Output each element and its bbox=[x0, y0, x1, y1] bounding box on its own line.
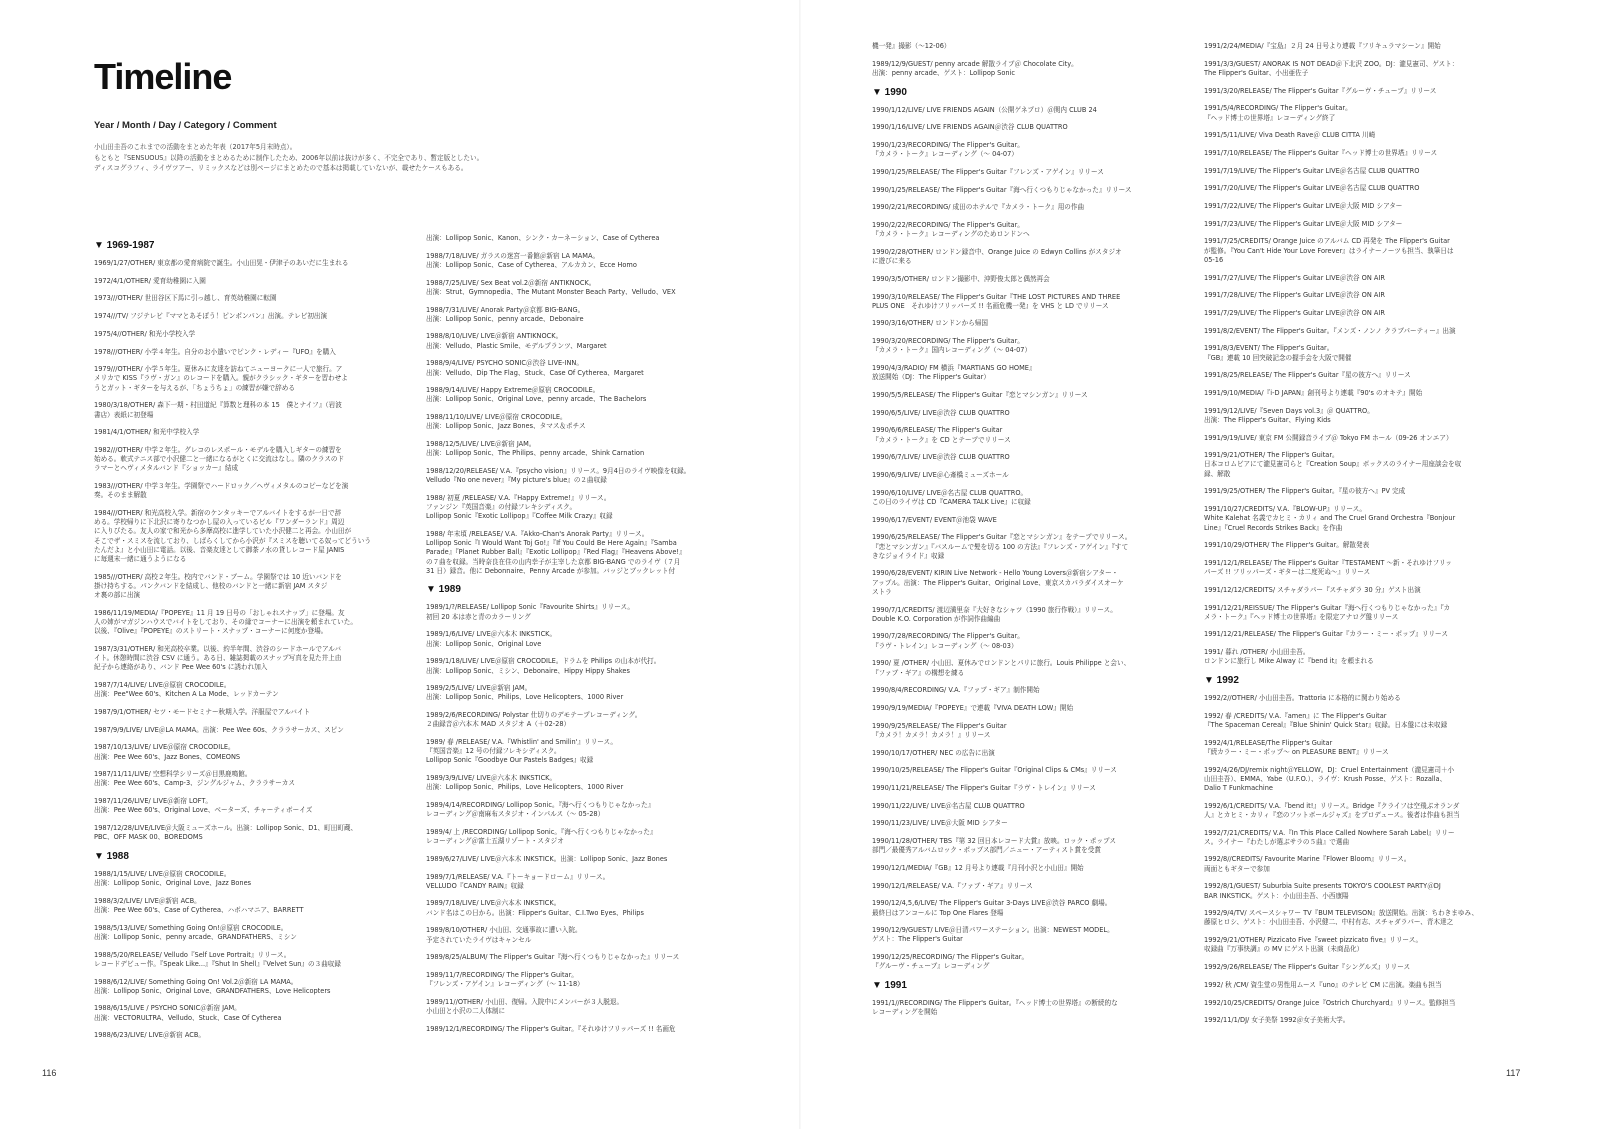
timeline-entry: 1992/ 秋 /CM/ 資生堂の男性用ムース『uno』のテレビ CM に出演。楽曲も担当 bbox=[1204, 980, 1442, 989]
timeline-entry: 1989/1/18/LIVE/ LIVE＠原宿 CROCODILE。ドラムを Philips の山本が代打。 出演：Lollipop Sonic、ミシン、Debonaire、Hippy Hippy Shakes bbox=[426, 657, 661, 675]
timeline-entry: 1990/12/1/MEDIA/『GB』12 月号より連載『月刊小沢と小山田』開始 bbox=[872, 863, 1084, 872]
timeline-entry: 1990/12/25/RECORDING/ The Flipper's Guitar。 『グルーヴ・チューブ』レコーディング bbox=[872, 953, 1029, 971]
timeline-entry: 1989/3/9/LIVE/ LIVE＠六本木 INKSTICK。 出演：Lollipop Sonic、Philips、Love Helicopters、1000 River bbox=[426, 774, 624, 792]
timeline-entry: 1991/9/19/LIVE/ 東京 FM 公開録音ライブ＠ Tokyo FM ホール（09-26 オンエア） bbox=[1204, 433, 1453, 442]
timeline-column-3 bbox=[872, 42, 1168, 1052]
timeline-entry: 1983///OTHER/ 中学３年生。学園祭でハードロック／ヘヴィメタルのコピーなどを演 奏。そのまま解散 bbox=[94, 482, 349, 500]
timeline-entry: 1987/11/11/LIVE/ 空想科学シリーズ＠目黒鹿鳴館。 出演：Pee Wee 60's、Camp-3、ジングルジャム、クララサーカス bbox=[94, 770, 295, 788]
timeline-entry: 1990/11/28/OTHER/ TBS『第 32 回日本レコード大賞』放映。ロック・ポップス 部門／最優秀アルバムロック・ポップス部門／ニュー・アーティスト賞を受賞 bbox=[872, 837, 1116, 855]
page-title: Timeline bbox=[94, 56, 232, 97]
timeline-entry: 1991/8/3/EVENT/ The Flipper's Guitar。 『GB』連載 10 回突破記念の握手会を大阪で開催 bbox=[1204, 344, 1352, 362]
timeline-entry: 1989/7/18/LIVE/ LIVE＠六本木 INKSTICK。 バンド名はこの日から。出演：Flipper's Guitar、C.I.Two Eyes、Philips bbox=[426, 899, 644, 917]
timeline-entry: 1987/9/9/LIVE/ LIVE＠LA MAMA。出演：Pee Wee 60s、クララサーカス、スピン bbox=[94, 725, 344, 734]
timeline-entry: 1990/7/28/RECORDING/ The Flipper's Guitar。 『ラヴ・トレイン』レコーディング（〜 08-03） bbox=[872, 632, 1024, 650]
timeline-entry: 1988/11/10/LIVE/ LIVE＠原宿 CROCODILE。 出演：Lollipop Sonic、Jazz Bones、タマス＆ポチス bbox=[426, 413, 586, 431]
timeline-entry: 1992/6/1/CREDITS/ V.A.『bend it!』リリース。Bridge『クライフは空飛ぶオランダ 人』とカヒミ・カリィ『恋のフットボールジャズ』をプロデュース。後者は作曲も担当 bbox=[1204, 801, 1460, 819]
timeline-entry: 1990/10/25/RELEASE/ The Flipper's Guitar『Original Clips & CMs』リリース bbox=[872, 766, 1117, 775]
timeline-entry: 1991/7/25/CREDITS/ Orange Juice のアルバム CD 再発を The Flipper's Guitar が監修。『You Can't Hide Your Love Forever』はライナーノーツも担当、執筆日は 05-16 bbox=[1204, 237, 1454, 264]
page-number-left: 116 bbox=[42, 1068, 57, 1078]
timeline-entry: 1975/4//OTHER/ 和光小学校入学 bbox=[94, 329, 196, 338]
year-heading: ▼ 1990 bbox=[872, 86, 907, 98]
timeline-column-1 bbox=[94, 234, 390, 1054]
year-heading: ▼ 1969-1987 bbox=[94, 240, 155, 251]
timeline-entry: 1980/3/18/OTHER/ 森下一期・村田道紀『算数と理科の本 15 僕とナイフ』（岩波 書店）表紙に初登場 bbox=[94, 401, 342, 419]
timeline-entry: 1989/8/10/OTHER/ 小山田、交通事故に遭い入院。 予定されていたライヴはキャンセル bbox=[426, 926, 582, 944]
year-heading: ▼ 1992 bbox=[1204, 675, 1239, 687]
timeline-entry: 1990/6/7/LIVE/ LIVE＠渋谷 CLUB QUATTRO bbox=[872, 453, 1010, 462]
timeline-entry: 1990/6/9/LIVE/ LIVE＠心斎橋ミューズホール bbox=[872, 470, 1009, 479]
timeline-entry: 1991/7/29/LIVE/ The Flipper's Guitar LIVE＠渋谷 ON AIR bbox=[1204, 308, 1385, 317]
timeline-entry: 1988/7/31/LIVE/ Anorak Party＠京都 BIG-BANG。 出演：Lollipop Sonic、penny arcade、Debonaire bbox=[426, 305, 585, 323]
timeline-entry: 1988/9/4/LIVE/ PSYCHO SONIC＠渋谷 LIVE-INN。 出演：Velludo、Dip The Flag、Stuck、Case Of Cytherea、Margaret bbox=[426, 359, 644, 377]
timeline-entry: 1988/12/5/LIVE/ LIVE＠新宿 JAM。 出演：Lollipop Sonic、The Philips、penny arcade、Shink Carnation bbox=[426, 440, 645, 458]
timeline-entry: 1992/4/26/DJ/remix night＠YELLOW。DJ：Cruel Entertainment（瀧見憲司＋小 山田圭吾）、EMMA、Yabe（U.F.O.）、ライヴ：Krush Posse、ゲスト：Rozalla、 Dalio T Funkmachine bbox=[1204, 765, 1455, 792]
timeline-entry: 1987/9/1/OTHER/ セツ・モードセミナー秋期入学。洋服屋でアルバイト bbox=[94, 707, 311, 716]
timeline-entry: 1990/12/4,5,6/LIVE/ The Flipper's Guitar 3-Days LIVE＠渋谷 PARCO 劇場。 最終日はアンコールに Top One Flares 登場 bbox=[872, 899, 1112, 917]
timeline-entry: 1992/4/1/RELEASE/The Flipper's Guitar 『続カラー・ミー・ポップ〜 on PLEASURE BENT』リリース bbox=[1204, 738, 1389, 756]
timeline-entry: 1991/2/24/MEDIA/『宝島』２月 24 日号より連載『フリキュラマシーン』開始 bbox=[1204, 42, 1441, 50]
timeline-entry: 1987/7/14/LIVE/ LIVE＠原宿 CROCODILE。 出演：Pee"Wee 60's、Kitchen A La Mode、レッドカーテン bbox=[94, 681, 279, 699]
timeline-entry: 1991/12/1/RELEASE/ The Flipper's Guitar『TESTAMENT 〜新・それゆけフリッ パーズ !! フリッパーズ・ギターは二度死ぬ〜』リリース bbox=[1204, 558, 1452, 577]
timeline-entry: 1991/8/25/RELEASE/ The Flipper's Guitar『星の彼方へ』リリース bbox=[1204, 371, 1411, 380]
timeline-entry: 1988/1/15/LIVE/ LIVE＠原宿 CROCODILE。 出演：Lollipop Sonic、Original Love、Jazz Bones bbox=[94, 869, 252, 888]
timeline-entry: 1991/5/4/RECORDING/ The Flipper's Guitar。 『ヘッド博士の世界塔』レコーディング終了 bbox=[1204, 104, 1352, 122]
timeline-entry: 出演：Lollipop Sonic、Kanon、シンク・カーネーション、Case of Cytherea bbox=[426, 234, 660, 242]
timeline-entry: 1989/1/?/RELEASE/ Lollipop Sonic『Favourite Shirts』リリース。 初回 20 本は赤と青のカラーリング bbox=[426, 603, 634, 621]
timeline-entry: 1991/9/12/LIVE/『Seven Days vol.3』＠ QUATTRO。 出演：The Flipper's Guitar、Flying Kids bbox=[1204, 406, 1374, 424]
timeline-entry: 1992/8/1/GUEST/ Suburbia Suite presents TOKYO'S COOLEST PARTY＠DJ BAR INKSTICK。ゲスト：小山田圭吾、小西康陽 bbox=[1204, 882, 1441, 900]
timeline-entry: 1990/2/21/RECORDING/ 成田のホテルで『カメラ・トーク』用の作曲 bbox=[872, 203, 1085, 212]
timeline-entry: 1991/7/23/LIVE/ The Flipper's Guitar LIVE＠大阪 MID シアター bbox=[1204, 219, 1403, 228]
timeline-entry: 1982///OTHER/ 中学２年生。グレコのレスポール・モデルを購入しギターの練習を 始める。軟式テニス部で小沢健二と一緒になるがとくに交流はなし。隣のクラスのド ラマーとヘヴィメタルバンド『ショッカー』結成 bbox=[94, 445, 345, 473]
timeline-entry: 1992/9/26/RELEASE/ The Flipper's Guitar『シングルズ』リリース bbox=[1204, 963, 1411, 972]
timeline-entry: 1989/12/1/RECORDING/ The Flipper's Guitar。『それゆけフリッパーズ !! 名画危 bbox=[426, 1024, 676, 1033]
timeline-entry: 1990/ 夏 /OTHER/ 小山田、夏休みでロンドンとパリに旅行。Louis Philippe と会い、 『ファブ・ギア』の構想を練る bbox=[872, 659, 1131, 677]
timeline-entry: 1988/7/25/LIVE/ Sex Beat vol.2＠新宿 ANTIKNOCK。 出演：Strut、Gymnopedia、The Mutant Monster Beach Party、Velludo、VEX bbox=[426, 278, 676, 296]
timeline-entry: 1991/7/28/LIVE/ The Flipper's Guitar LIVE＠渋谷 ON AIR bbox=[1204, 291, 1385, 300]
timeline-entry: 1991/7/19/LIVE/ The Flipper's Guitar LIVE＠名古屋 CLUB QUATTRO bbox=[1204, 166, 1420, 175]
intro-text: 小山田圭吾のこれまでの活動をまとめた年表（2017年5月末時点）。 もともと『SENSUOUS』以降の活動をまとめるために制作したため、2006年以前は抜けが多く、不完全であり、暫定版としたい。 ディスコグラフィ、ライヴツアー、リミックスなどは別ページにまとめたので基本は掲載していないが、載せたケースもある。 bbox=[94, 143, 484, 172]
timeline-entry: 1991/10/27/CREDITS/ V.A.『BLOW-UP』リリース。 White Kalehat 名義でカヒミ・カリィ and The Cruel Grand Orchestra『Bonjour Line』『Cruel Records Strikes Back』を作曲 bbox=[1204, 505, 1456, 532]
timeline-entry: 1978///OTHER/ 小学４年生。自分のお小遣いでピンク・レディー『UFO』を購入 bbox=[94, 347, 336, 356]
timeline-entry: 1990/2/22/RECORDING/ The Flipper's Guitar。 『カメラ・トーク』レコーディングのためロンドンへ bbox=[872, 221, 1030, 239]
timeline-entry: 1992/8//CREDITS/ Favourite Marine『Flower Bloom』リリース。 両面ともギターで参加 bbox=[1204, 855, 1411, 873]
timeline-entry: 1992/10/25/CREDITS/ Orange Juice『Ostrich Churchyard』リリース。監修担当 bbox=[1204, 998, 1456, 1007]
timeline-entry: 1990/9/25/RELEASE/ The Flipper's Guitar 『カメラ！カメラ！カメラ！』リリース bbox=[872, 721, 1007, 739]
timeline-entry: 1991/9/21/OTHER/ The Flipper's Guitar。 日本コロムビアにて瀧見憲司らと『Creation Soup』ボックスのライナー用座談会を収 録、解散 bbox=[1204, 451, 1462, 478]
timeline-entry: 1988/8/10/LIVE/ LIVE＠新宿 ANTIKNOCK。 出演：Velludo、Plastic Smile、モデルプランツ、Margaret bbox=[426, 332, 607, 350]
timeline-entry: 1988/5/13/LIVE/ Something Going On!＠原宿 CROCODILE。 出演：Lollipop Sonic、penny arcade、GRANDFATHERS、ミシン bbox=[94, 923, 297, 941]
timeline-entry: 1990/2/28/OTHER/ ロンドン録音中、Orange Juice の Edwyn Collins がスタジオ に遊びに来る bbox=[872, 247, 1122, 266]
timeline-entry: 1991/12/12/CREDITS/ スチャダラパー『スチャダラ 30 分』ゲスト出演 bbox=[1204, 585, 1421, 594]
page-number-right: 117 bbox=[1506, 1068, 1521, 1078]
timeline-entry: 1990/9/19/MEDIA/『POPEYE』で連載『VIVA DEATH LOW』開始 bbox=[872, 703, 1074, 712]
timeline-entry: 1990/6/17/EVENT/ EVENT＠池袋 WAVE bbox=[872, 515, 997, 524]
timeline-entry: 1991/7/10/RELEASE/ The Flipper's Guitar『ヘッド博士の世界塔』リリース bbox=[1204, 148, 1438, 157]
timeline-entry: 1989/7/1/RELEASE/ V.A.『トーキョードローム』リリース。 VELLUDO『CANDY RAIN』収録 bbox=[426, 872, 610, 890]
timeline-entry: 1992/9/21/OTHER/ Pizzicato Five『sweet pizzicato five』リリース。 収録曲『万事快調』の MV にゲスト出演（未商品化） bbox=[1204, 936, 1423, 954]
timeline-entry: 1990/1/23/RECORDING/ The Flipper's Guitar。 『カメラ・トーク』レコーディング（〜 04-07） bbox=[872, 141, 1024, 159]
timeline-entry: 1989/8/25/ALBUM/ The Flipper's Guitar『海へ行くつもりじゃなかった』リリース bbox=[426, 953, 680, 962]
timeline-entry: 1973///OTHER/ 世田谷区下馬に引っ越し、育英幼稚園に転園 bbox=[94, 294, 277, 303]
timeline-entry: 1990/8/4/RECORDING/ V.A.『ファブ・ギア』制作開始 bbox=[872, 686, 1040, 695]
timeline-entry: 1988/7/18/LIVE/ ガラスの迷宮一番館＠新宿 LA MAMA。 出演：Lollipop Sonic、Case of Cytherea、アルカカン、Ecce Homo bbox=[426, 251, 637, 269]
timeline-entry: 1990/12/1/RELEASE/ V.A.『ファブ・ギア』リリース bbox=[872, 881, 1033, 890]
timeline-entry: 1989/4/14/RECORDING/ Lollipop Sonic。『海へ行くつもりじゃなかった』 レコーディング＠南麻布スタジオ・インパルス（〜 05-28） bbox=[426, 801, 655, 819]
timeline-entry: 1990/6/28/EVENT/ KIRIN Live Network - Hello Young Lovers＠新宿シアター・ アップル。出演：The Flipper's Guitar、Original Love、東京スカパラダイスオーケ ストラ bbox=[872, 569, 1124, 596]
timeline-entry: 1988/6/15/LIVE / PSYCHO SONIC＠新宿 JAM。 出演：VECTORULTRA、Velludo、Stuck、Case Of Cytherea bbox=[94, 1004, 282, 1022]
timeline-entry: 1990/3/5/OTHER/ ロンドン撮影中、沖野俊太郎と偶然再会 bbox=[872, 274, 1050, 283]
timeline-entry: 1989/11/7/RECORDING/ The Flipper's Guitar。 『フレンズ・アゲイン』レコーディング（〜 11-18） bbox=[426, 970, 584, 989]
year-heading: ▼ 1988 bbox=[94, 850, 129, 862]
timeline-entry: 1990/1/16/LIVE/ LIVE FRIENDS AGAIN＠渋谷 CLUB QUATTRO bbox=[872, 123, 1068, 132]
timeline-entry: 1990/11/23/LIVE/ LIVE＠大阪 MID シアター bbox=[872, 819, 1008, 828]
timeline-entry: 1988/9/14/LIVE/ Happy Extreme＠原宿 CROCODILE。 出演：Lollipop Sonic、Original Love、penny arcade、The Bachelors bbox=[426, 386, 647, 404]
timeline-entry: 1985///OTHER/ 高校２年生。校内でバンド・ブーム。学園祭では 10 近いバンドを 掛け持ちする。パンクバンドを結成し、他校のバンドと一緒に新宿 JAM スタジ オ裏の部に出演 bbox=[94, 572, 342, 600]
timeline-entry: 1990/1/25/RELEASE/ The Flipper's Guitar『海へ行くつもりじゃなかった』リリース bbox=[872, 185, 1132, 194]
timeline-entry: 1988/5/20/RELEASE/ Velludo『Self Love Portrait』リリース。 レコードデビュー作。『Speak Like...』『Shut In Shell』『Velvet Sun』の３曲収録 bbox=[94, 950, 341, 968]
timeline-entry: 1987/12/28/LIVE/LIVE＠大阪ミューズホール。出演：Lollipop Sonic、D1、町田町蔵、 PBC、OFF MASK 00、BOREDOMS bbox=[94, 824, 358, 842]
timeline-entry: 1988/6/12/LIVE/ Something Going On! Vol.2＠新宿 LA MAMA。 出演：Lollipop Sonic、Original Love、GRANDFATHERS、Love Helicopters bbox=[94, 977, 331, 995]
timeline-entry: 1989/ 春 /RELEASE/ V.A.『Whistlin' and Smilin'』リリース。 『英国音楽』12 号の付録フレキシディスク。 Lollipop Sonic『Goodbye Our Pastels Badges』収録 bbox=[426, 738, 617, 765]
timeline-entry: 1989/1/6/LIVE/ LIVE＠六本木 INKSTICK。 出演：Lollipop Sonic、Original Love bbox=[426, 630, 557, 648]
timeline-entry: 1990/6/10/LIVE/ LIVE＠名古屋 CLUB QUATTRO。 この日のライヴは CD『CAMERA TALK Live』に収録 bbox=[872, 488, 1031, 506]
page-subtitle: Year / Month / Day / Category / Comment bbox=[94, 120, 277, 131]
timeline-entry: 1988/ 年末頃 /RELEASE/ V.A.『Akko-Chan's Anorak Party』リリース。 Lollipop Sonic『I Would Want Toj Go!』『If You Could Be Here Again』『Samba Parade』『Planet Rubber Ball』『Exotic Lollipop』『Red Flag』『Heavens Above!』 の７曲を収録。当時奈良在住の山内幸子が主宰した京都 BIG-BANG でのライヴ（７月 31 日）録音。他に Debonnaire、Penny Arcade が参加。バッジとブックレット付 bbox=[426, 529, 686, 575]
timeline-entry: 1989/2/6/RECORDING/ Polystar 仕切りのデモテープレコーディング。 ２曲録音＠六本木 MAD スタジオ A（＋02-28） bbox=[426, 711, 642, 729]
timeline-entry: 1987/3/31/OTHER/ 和光高校卒業。以後、約半年間、渋谷のシードホールでアルバ イト。休憩時間に渋谷 CSV に通う。ある日、雑誌掲載のスナップ写真を見た井上由 紀子から連絡があり、バンド Pee Wee 60's に誘われ加入 bbox=[94, 644, 342, 672]
timeline-entry: 1989/12/9/GUEST/ penny arcade 解散ライブ＠ Chocolate City。 出演：penny arcade、ゲスト：Lollipop Sonic bbox=[872, 59, 1078, 77]
year-heading: ▼ 1991 bbox=[872, 980, 907, 992]
timeline-column-4 bbox=[1204, 42, 1500, 1052]
timeline-entry: 1990/5/5/RELEASE/ The Flipper's Guitar『恋とマシンガン』リリース bbox=[872, 390, 1088, 399]
timeline-entry: 1989/4/ 上 /RECORDING/ Lollipop Sonic。『海へ行くつもりじゃなかった』 レコーディング＠富士五湖リゾート・スタジオ bbox=[426, 827, 657, 846]
timeline-entry: 1992/2//OTHER/ 小山田圭吾。Trattoria に本格的に関わり始める bbox=[1204, 694, 1401, 703]
timeline-entry: 1984///OTHER/ 和光高校入学。新宿のケンタッキーでアルバイトをするが一日で辞 める。学校帰りに下北沢に寄りなつかし屋の入っているビル『ワンダーランド』周辺 に入りびたる。友人の家で和光から多摩高校に進学していた小沢健二と再会。小山田が そこでザ・スミスを流しており、しばらくしてから小沢が『スミスを聴いてる奴ってどういう たんだよ』と小山田に電話。以後、音楽友達として御茶ノ水の貸しレコード屋 JANIS に毎週末一緒に通うようになる bbox=[94, 508, 371, 563]
timeline-entry: 1990/6/5/LIVE/ LIVE＠渋谷 CLUB QUATTRO bbox=[872, 408, 1010, 417]
timeline-entry: 1988/12/20/RELEASE/ V.A.『psycho vision』リリース。9月4日のライヴ映像を収録。 Velludo『No one never』『My picture's blue』の２曲収録 bbox=[426, 466, 691, 485]
timeline-entry: 1989/2/5/LIVE/ LIVE＠新宿 JAM。 出演：Lollipop Sonic、Philips、Love Helicopters、1000 River bbox=[426, 684, 624, 702]
timeline-entry: 1990/3/20/RECORDING/ The Flipper's Guitar。 『カメラ・トーク』国内レコーディング（〜 04-07） bbox=[872, 337, 1032, 355]
timeline-entry: 1991/7/22/LIVE/ The Flipper's Guitar LIVE＠大阪 MID シアター bbox=[1204, 202, 1403, 211]
timeline-entry: 1989/6/27/LIVE/ LIVE＠六本木 INKSTICK。出演：Lollipop Sonic、Jazz Bones bbox=[426, 854, 668, 863]
timeline-entry: 1991/12/21/REISSUE/ The Flipper's Guitar『海へ行くつもりじゃなかった』『カ メラ・トーク』『ヘッド博士の世界塔』を限定アナログ盤リリース bbox=[1204, 603, 1451, 621]
timeline-entry: 1990/11/21/RELEASE/ The Flipper's Guitar『ラヴ・トレイン』リリース bbox=[872, 783, 1096, 792]
timeline-entry: 1991/ 暮れ /OTHER/ 小山田圭吾。 ロンドンに旅行し Mike Alway に『bend it』を頼まれる bbox=[1204, 648, 1374, 666]
timeline-entry: 1990/6/6/RELEASE/ The Flipper's Guitar 『カメラ・トーク』を CD とテープでリリース bbox=[872, 426, 1011, 444]
timeline-entry: 1988/ 初夏 /RELEASE/ V.A.『Happy Extreme!』リリース。 ファンジン『英国音楽』の付録フレキシディスク。 Lollipop Sonic『Exotic Lollipop』『Coffee Milk Crazy』収録 bbox=[426, 493, 613, 521]
timeline-entry: 1991/10/29/OTHER/ The Flipper's Guitar。解散発表 bbox=[1204, 541, 1370, 550]
timeline-entry: 1991/5/11/LIVE/ Viva Death Rave＠ CLUB CITTA 川崎 bbox=[1204, 131, 1376, 140]
timeline-entry: 1991/8/2/EVENT/ The Flipper's Guitar。『メンズ・ノンノ クラブパーティー』出演 bbox=[1204, 326, 1456, 335]
timeline-entry: 1992/11/1/DJ/ 女子美祭 1992＠女子美術大学。 bbox=[1204, 1016, 1350, 1025]
timeline-entry: 1991/12/21/RELEASE/ The Flipper's Guitar『カラー・ミー・ポップ』リリース bbox=[1204, 630, 1448, 639]
timeline-entry: 1990/3/10/RELEASE/ The Flipper's Guitar『THE LOST PICTURES AND THREE PLUS ONE それゆけフリッパーズ !! 名画危機一発』を VHS と LD でリリース bbox=[872, 292, 1121, 310]
timeline-entry: 1986/11/19/MEDIA/『POPEYE』11 月 19 日号の「おしゃれスナップ」に登場。友 人の姉がマガジンハウスでバイトをしており、その縁でコーナーに出演を頼まれていた。 以後、『Olive』『POPEYE』のストリート・スナップ・コーナーに何度か登場。 bbox=[94, 608, 357, 636]
timeline-entry: 1992/9/4/TV/ スペースシャワー TV『BUM TELEVISON』放送開始。出演：ちわきまゆみ、 藤原ヒロシ、ゲスト：小山田圭吾、小沢健二、中村有志、スチャダラパー、青木達之 bbox=[1204, 909, 1479, 927]
timeline-entry: 1990/11/22/LIVE/ LIVE＠名古屋 CLUB QUATTRO bbox=[872, 801, 1025, 810]
timeline-entry: 1990/4/3/RADIO/ FM 横浜『MARTIANS GO HOME』 放送開始（DJ：The Flipper's Guitar） bbox=[872, 364, 1036, 382]
timeline-entry: 1991/3/3/GUEST/ ANORAK IS NOT DEAD＠下北沢 ZOO。DJ：瀧見憲司、ゲスト： The Flipper's Guitar、小出亜佐子 bbox=[1204, 59, 1459, 77]
timeline-entry: 1990/10/17/OTHER/ NEC の広告に出演 bbox=[872, 748, 995, 757]
timeline-entry: 1990/12/9/GUEST/ LIVE＠日清パワーステーション。出演：NEWEST MODEL。 ゲスト：The Flipper's Guitar bbox=[872, 926, 1114, 944]
timeline-entry: 1990/7/1/CREDITS/ 渡辺満里奈『大好きなシャツ（1990 旅行作戦）』リリース。 Double K.O. Corporation が作詞作曲編曲 bbox=[872, 605, 1117, 623]
timeline-entry: 1991/1//RECORDING/ The Flipper's Guitar。『ヘッド博士の世界塔』の断続的な レコーディングを開始 bbox=[872, 999, 1118, 1017]
timeline-entry: 1991/7/20/LIVE/ The Flipper's Guitar LIVE＠名古屋 CLUB QUATTRO bbox=[1204, 184, 1420, 193]
year-heading: ▼ 1989 bbox=[426, 584, 461, 596]
timeline-entry: 1990/1/25/RELEASE/ The Flipper's Guitar『フレンズ・アゲイン』リリース bbox=[872, 167, 1104, 176]
timeline-entry: 1990/3/16/OTHER/ ロンドンから帰国 bbox=[872, 319, 989, 328]
timeline-column-2 bbox=[426, 234, 722, 1054]
timeline-entry: 1987/11/26/LIVE/ LIVE＠新宿 LOFT。 出演：Pee Wee 60's、Original Love、ベーターズ、チャーティボーイズ bbox=[94, 797, 313, 815]
timeline-entry: 1988/3/2/LIVE/ LIVE＠新宿 ACB。 出演：Pee Wee 60's、Case of Cytherea、ハボハマニア、BARRETT bbox=[94, 896, 304, 915]
timeline-entry: 1969/1/27/OTHER/ 東京都の愛育病院で誕生。小山田晃・伊津子のあいだに生まれる bbox=[94, 259, 349, 267]
timeline-entry: 1987/10/13/LIVE/ LIVE＠原宿 CROCODILE。 出演：Pee Wee 60's、Jazz Bones、COMEONS bbox=[94, 743, 241, 761]
timeline-entry: 1991/9/25/OTHER/ The Flipper's Guitar。『星の彼方へ』PV 完成 bbox=[1204, 487, 1406, 496]
timeline-entry: 1991/7/27/LIVE/ The Flipper's Guitar LIVE＠渋谷 ON AIR bbox=[1204, 273, 1385, 282]
timeline-entry: 1989/11//OTHER/ 小山田、復帰。入院中にメンバーが３人脱退。 小山田と小沢の二人体制に bbox=[426, 997, 624, 1016]
right-page bbox=[800, 0, 1600, 1129]
timeline-entry: 1992/ 春 /CREDITS/ V.A.『amen』に The Flipper's Guitar 『The Spaceman Cereal』『Blue Shinin' Quick Star』収録。日本盤には未収録 bbox=[1204, 711, 1448, 729]
timeline-entry: 1979///OTHER/ 小学５年生。夏休みに友達を訪ねてニューヨークに一人で旅行。ア メリカで KISS『ラヴ・ガン』のレコードを購入。親がクラシック・ギターを習わせよ うとガット・ギターを与えるが、「ちょうちょ」の練習が嫌で辞める bbox=[94, 365, 348, 392]
timeline-entry: 1991/3/20/RELEASE/ The Flipper's Guitar『グルーヴ・チューブ』リリース bbox=[1204, 86, 1437, 95]
timeline-entry: 1974///TV/ フジテレビ『ママとあそぼう！ピンポンパン』出演。テレビ初出演 bbox=[94, 312, 328, 321]
timeline-entry: 1981/4/1/OTHER/ 和光中学校入学 bbox=[94, 428, 200, 437]
timeline-entry: 1992/7/21/CREDITS/ V.A.『In This Place Called Nowhere Sarah Label』リリー ス。ライナー『わたしが選ぶサラの５曲』で選曲 bbox=[1204, 828, 1455, 846]
timeline-entry: 機一発』撮影（〜12-06） bbox=[872, 42, 951, 50]
timeline-entry: 1990/6/25/RELEASE/ The Flipper's Guitar『恋とマシンガン』をテープでリリース。 『恋とマシンガン』『バスルームで髪を切る 100 の方法』『フレンズ・アゲイン』『すて きなジョイライド』収録 bbox=[872, 533, 1132, 560]
timeline-entry: 1990/1/12/LIVE/ LIVE FRIENDS AGAIN（公開ゲネプロ）＠関内 CLUB 24 bbox=[872, 105, 1097, 114]
timeline-entry: 1988/6/23/LIVE/ LIVE＠新宿 ACB。 bbox=[94, 1031, 205, 1040]
timeline-entry: 1972/4/1/OTHER/ 愛育幼稚園に入園 bbox=[94, 276, 206, 285]
timeline-entry: 1991/9/10/MEDIA/『i-D JAPAN』創刊号より連載『90's のオキテ』開始 bbox=[1204, 388, 1423, 397]
